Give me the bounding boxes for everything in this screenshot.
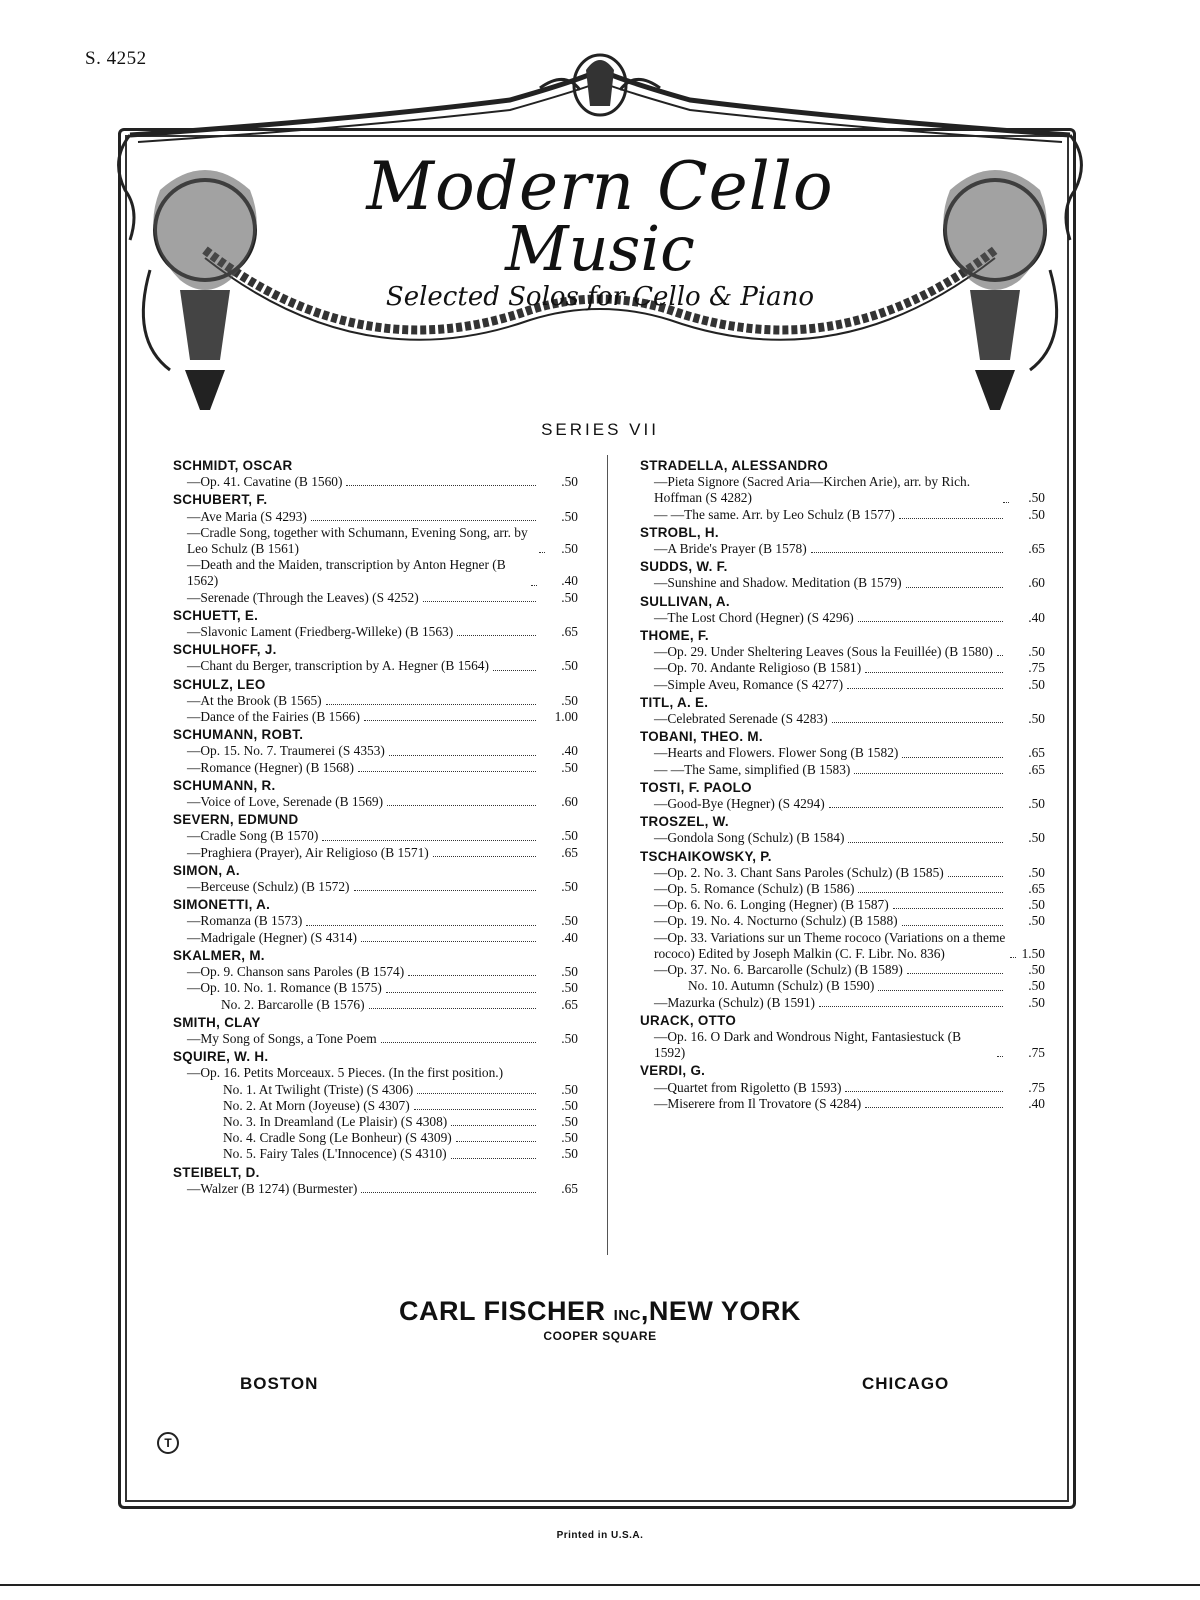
catalog-entry (173, 1181, 578, 1197)
entry-price: .65 (561, 996, 578, 1012)
entry-title: —Op. 16. Petits Morceaux. 5 Pieces. (In the first position.) (187, 1065, 504, 1081)
entry-price: .50 (1028, 978, 1045, 994)
entry-title: No. 2. Barcarolle (B 1576) (221, 996, 365, 1012)
composer-name: STRADELLA, ALESSANDRO (640, 458, 829, 473)
catalog-entry (173, 879, 578, 895)
composer-name: STROBL, H. (640, 524, 719, 540)
dot-leader (451, 1125, 536, 1126)
subtitle: Selected Solos for Cello & Piano (385, 282, 815, 312)
composer-name: SCHULHOFF, J. (173, 642, 277, 658)
entry-title: — —The Same, simplified (B 1583) (654, 761, 851, 777)
catalog-entry (173, 828, 578, 844)
entry-title: —Op. 9. Chanson sans Paroles (B 1574) (187, 964, 405, 980)
composer-name: SULLIVAN, A. (640, 593, 730, 609)
entry-title: No. 5. Fairy Tales (L'Innocence) (S 4310) (223, 1146, 447, 1162)
bottom-edge-line (0, 1584, 1200, 1586)
entry-title: —Pieta Signore (Sacred Aria—Kirchen Arie), arr. by Rich. Hoffman (S 4282) (654, 474, 971, 506)
entry-price: .60 (1028, 575, 1045, 591)
dot-leader (539, 552, 545, 553)
composer-name: SMITH, CLAY (173, 1014, 261, 1030)
entry-price: .50 (561, 692, 578, 708)
catalog-entry (640, 711, 1045, 727)
entry-price: .65 (561, 1180, 578, 1196)
dot-leader (902, 925, 1003, 926)
entry-price: .75 (1028, 1045, 1045, 1061)
entry-price: .50 (561, 964, 578, 980)
catalog-entry (640, 1096, 1045, 1112)
catalog-entry (640, 507, 1045, 523)
catalog-entry (173, 590, 578, 606)
dot-leader (433, 856, 536, 857)
entry-price: .60 (561, 794, 578, 810)
dot-leader (997, 1056, 1003, 1057)
entry-price: .40 (1028, 609, 1045, 625)
dot-leader (311, 520, 536, 521)
entry-price: .50 (1028, 913, 1045, 929)
entry-title: —Death and the Maiden, transcription by Anton Hegner (B 1562) (187, 557, 506, 589)
entry-title: —Serenade (Through the Leaves) (S 4252) (187, 589, 419, 605)
catalog-entry (640, 830, 1045, 846)
entry-price: .65 (1028, 761, 1045, 777)
entry-price: .50 (561, 589, 578, 605)
entry-price: .50 (561, 1146, 578, 1162)
entry-title: —The Lost Chord (Hegner) (S 4296) (654, 609, 854, 625)
catalog-entry (640, 575, 1045, 591)
composer-name: TOSTI, F. PAOLO (640, 779, 752, 795)
dot-leader (457, 635, 536, 636)
entry-title: —Sunshine and Shadow. Meditation (B 1579) (654, 575, 902, 591)
entry-title: —Praghiera (Prayer), Air Religioso (B 1571) (187, 844, 429, 860)
entry-title: —My Song of Songs, a Tone Poem (187, 1030, 377, 1046)
printed-in-note: Printed in U.S.A. (556, 1530, 644, 1541)
entry-title: —Op. 15. No. 7. Traumerei (S 4353) (187, 743, 385, 759)
series-heading: SERIES VII (541, 420, 659, 439)
entry-title: —Quartet from Rigoletto (B 1593) (654, 1079, 842, 1095)
entry-price: .65 (561, 844, 578, 860)
entry-price: .75 (1028, 660, 1045, 676)
entry-price: .40 (561, 929, 578, 945)
dot-leader (865, 672, 1003, 673)
entry-price: .50 (561, 759, 578, 775)
publisher-main: CARL FISCHER (399, 1296, 606, 1326)
dot-leader (845, 1091, 1003, 1092)
publisher-city: ,NEW YORK (640, 1296, 801, 1326)
entry-title: —Op. 5. Romance (Schulz) (B 1586) (654, 881, 855, 897)
catalog-number: S. 4252 (85, 48, 147, 69)
dot-leader (358, 771, 536, 772)
dot-leader (899, 518, 1003, 519)
entry-price: .40 (1028, 1095, 1045, 1111)
entry-price: .50 (1028, 864, 1045, 880)
dot-leader (819, 1006, 1003, 1007)
composer-name: SCHUETT, E. (173, 607, 259, 623)
catalog-entry (173, 1098, 578, 1114)
dot-leader (386, 992, 536, 993)
dot-leader (423, 601, 536, 602)
entry-price: .50 (561, 913, 578, 929)
dot-leader (387, 805, 536, 806)
entry-title: —Op. 37. No. 6. Barcarolle (Schulz) (B 1589) (654, 962, 903, 978)
column-divider (607, 455, 608, 1255)
composer-name: SCHUBERT, F. (173, 492, 268, 508)
entry-title: —Simple Aveu, Romance (S 4277) (654, 676, 844, 692)
entry-price: .50 (1028, 711, 1045, 727)
entry-price: .50 (561, 1081, 578, 1097)
entry-title: No. 2. At Morn (Joyeuse) (S 4307) (223, 1097, 410, 1113)
catalog-entry (173, 794, 578, 810)
catalog-entry (640, 644, 1045, 660)
entry-title: —Slavonic Lament (Friedberg-Willeke) (B 1563) (187, 624, 454, 640)
entry-price: .50 (1028, 506, 1045, 522)
catalog-entry (640, 677, 1045, 693)
entry-price: .50 (1028, 897, 1045, 913)
catalog-entry (173, 525, 578, 557)
entry-price: .65 (1028, 541, 1045, 557)
dot-leader (414, 1109, 536, 1110)
dot-leader (364, 720, 536, 721)
composer-name: SCHULZ, LEO (173, 676, 266, 692)
entry-title: —Op. 33. Variations sur un Theme rococo (Variations on a theme rococo) Edited by Joseph Malkin (C. F. Libr. No. 836) (654, 929, 1006, 961)
catalog-entry (640, 962, 1045, 978)
catalog-entry (173, 1065, 578, 1081)
composer-name: SCHMIDT, OSCAR (173, 458, 293, 473)
composer-name: TOBANI, THEO. M. (640, 729, 763, 745)
entry-title: —Good-Bye (Hegner) (S 4294) (654, 796, 825, 812)
catalog-entry (173, 1082, 578, 1098)
entry-price: .50 (561, 1113, 578, 1129)
entry-title: —Walzer (B 1274) (Burmester) (187, 1180, 358, 1196)
entry-price: .50 (1028, 644, 1045, 660)
catalog-entry (173, 845, 578, 861)
dot-leader (865, 1107, 1003, 1108)
catalog-entry (640, 745, 1045, 761)
publisher-name (0, 1296, 1200, 1327)
composer-name: SCHUMANN, R. (173, 777, 276, 793)
entry-title: —A Bride's Prayer (B 1578) (654, 541, 807, 557)
catalog-entry (640, 541, 1045, 557)
entry-title: —Op. 16. O Dark and Wondrous Night, Fantasiestuck (B 1592) (654, 1028, 961, 1061)
dot-leader (1003, 502, 1009, 503)
composer-name: STEIBELT, D. (173, 1164, 260, 1180)
entry-price: .50 (561, 1030, 578, 1046)
entry-title: —Dance of the Fairies (B 1566) (187, 709, 360, 725)
catalog-entry (640, 796, 1045, 812)
dot-leader (417, 1093, 536, 1094)
dot-leader (1010, 957, 1016, 958)
entry-price: .50 (1028, 490, 1045, 506)
catalog-entry (640, 978, 1045, 994)
entry-title: —Voice of Love, Serenade (B 1569) (187, 794, 384, 810)
dot-leader (408, 975, 536, 976)
catalog-entry (173, 1114, 578, 1130)
entry-price: .65 (561, 624, 578, 640)
entry-title: —Cradle Song (B 1570) (187, 828, 319, 844)
entry-price: .50 (561, 508, 578, 524)
dot-leader (832, 722, 1003, 723)
entry-price: .50 (561, 828, 578, 844)
entry-title: —Hearts and Flowers. Flower Song (B 1582) (654, 745, 899, 761)
catalog-entry (173, 1130, 578, 1146)
entry-price: .65 (1028, 745, 1045, 761)
entry-title: —Ave Maria (S 4293) (187, 508, 307, 524)
composer-name: SCHUMANN, ROBT. (173, 727, 304, 743)
dot-leader (306, 925, 536, 926)
catalog-entry (173, 997, 578, 1013)
dot-leader (531, 585, 537, 586)
dot-leader (326, 704, 536, 705)
entry-title: —Celebrated Serenade (S 4283) (654, 711, 828, 727)
entry-title: —Romance (Hegner) (B 1568) (187, 759, 354, 775)
entry-title: —Op. 6. No. 6. Longing (Hegner) (B 1587) (654, 897, 889, 913)
catalog-entry (173, 1146, 578, 1162)
dot-leader (847, 688, 1003, 689)
entry-price: .50 (1028, 830, 1045, 846)
dot-leader (456, 1141, 536, 1142)
dot-leader (829, 807, 1003, 808)
catalog-entry (640, 762, 1045, 778)
title-line-1: Modern Cello (366, 148, 834, 225)
entry-title: —Op. 70. Andante Religioso (B 1581) (654, 660, 862, 676)
catalog-entry (640, 913, 1045, 929)
entry-price: .50 (561, 980, 578, 996)
entry-title: — —The same. Arr. by Leo Schulz (B 1577) (654, 506, 895, 522)
catalog-entry (640, 1029, 1045, 1061)
entry-price: .50 (561, 658, 578, 674)
entry-price: .50 (1028, 676, 1045, 692)
catalog-entry (640, 930, 1045, 962)
dot-leader (858, 621, 1003, 622)
entry-title: —Romanza (B 1573) (187, 913, 303, 929)
entry-price: .75 (1028, 1079, 1045, 1095)
entry-title: —Op. 29. Under Sheltering Leaves (Sous la Feuillée) (B 1580) (654, 644, 993, 660)
entry-title: —At the Brook (B 1565) (187, 692, 322, 708)
entry-title: —Op. 41. Cavatine (B 1560) (187, 474, 343, 490)
dot-leader (389, 755, 536, 756)
dot-leader (997, 655, 1003, 656)
dot-leader (811, 552, 1003, 553)
dot-leader (906, 587, 1003, 588)
catalog-entry (173, 624, 578, 640)
dot-leader (902, 757, 1003, 758)
entry-title: —Miserere from Il Trovatore (S 4284) (654, 1095, 862, 1111)
catalog-entry (173, 509, 578, 525)
catalog-entry (173, 980, 578, 996)
catalog-entry (640, 897, 1045, 913)
entry-price: .50 (561, 879, 578, 895)
catalog-entry (173, 743, 578, 759)
dot-leader (346, 485, 536, 486)
dot-leader (848, 842, 1003, 843)
catalog-entry (173, 709, 578, 725)
catalog-entry (173, 760, 578, 776)
entry-price: .65 (1028, 881, 1045, 897)
dot-leader (878, 990, 1003, 991)
catalog-entry (640, 865, 1045, 881)
catalog-entry (173, 474, 578, 490)
dot-leader (858, 892, 1003, 893)
entry-title: No. 3. In Dreamland (Le Plaisir) (S 4308) (223, 1113, 448, 1129)
dot-leader (893, 908, 1003, 909)
entry-price: .50 (561, 1097, 578, 1113)
catalog-entry (173, 930, 578, 946)
dot-leader (948, 876, 1003, 877)
composer-name: SEVERN, EDMUND (173, 812, 299, 828)
dot-leader (369, 1008, 536, 1009)
catalog-entry (173, 557, 578, 589)
composer-name: SKALMER, M. (173, 947, 265, 963)
dot-leader (907, 973, 1003, 974)
entry-price: .50 (561, 541, 578, 557)
entry-price: .50 (561, 474, 578, 490)
catalog-entry (640, 474, 1045, 506)
entry-price: .50 (1028, 796, 1045, 812)
catalog-entry (640, 995, 1045, 1011)
catalog-entry (173, 1031, 578, 1047)
catalog-right-column (640, 456, 1045, 1112)
composer-name: SIMON, A. (173, 862, 240, 878)
entry-title: —Berceuse (Schulz) (B 1572) (187, 879, 350, 895)
catalog-left-column (173, 456, 578, 1197)
dot-leader (361, 941, 536, 942)
publisher-suffix: INC (613, 1307, 641, 1324)
dot-leader (854, 773, 1003, 774)
publisher-address: COOPER SQUARE (543, 1329, 657, 1343)
entry-price: .50 (1028, 994, 1045, 1010)
catalog-entry (173, 658, 578, 674)
entry-price: 1.50 (1021, 945, 1045, 961)
catalog-entry (640, 660, 1045, 676)
dot-leader (493, 670, 536, 671)
catalog-entry (173, 693, 578, 709)
entry-price: .50 (561, 1130, 578, 1146)
entry-title: No. 1. At Twilight (Triste) (S 4306) (223, 1081, 414, 1097)
composer-name: VERDI, G. (640, 1063, 706, 1079)
dot-leader (361, 1192, 536, 1193)
city-chicago: CHICAGO (862, 1374, 950, 1393)
catalog-entry (173, 964, 578, 980)
composer-name: TSCHAIKOWSKY, P. (640, 848, 772, 864)
entry-title: —Op. 19. No. 4. Nocturno (Schulz) (B 1588) (654, 913, 898, 929)
entry-title: —Gondola Song (Schulz) (B 1584) (654, 830, 845, 846)
entry-title: —Op. 10. No. 1. Romance (B 1575) (187, 980, 382, 996)
composer-name: THOME, F. (640, 628, 709, 644)
entry-price: .40 (561, 743, 578, 759)
composer-name: TITL, A. E. (640, 694, 709, 710)
entry-title: No. 4. Cradle Song (Le Bonheur) (S 4309) (223, 1130, 452, 1146)
dot-leader (451, 1158, 536, 1159)
city-boston: BOSTON (240, 1374, 319, 1393)
entry-title: —Mazurka (Schulz) (B 1591) (654, 994, 816, 1010)
catalog-entry (173, 913, 578, 929)
dot-leader (322, 840, 536, 841)
title-line-2: Music (505, 212, 695, 285)
dot-leader (354, 890, 537, 891)
composer-name: URACK, OTTO (640, 1012, 737, 1028)
composer-name: SUDDS, W. F. (640, 559, 728, 575)
composer-name: SQUIRE, W. H. (173, 1049, 269, 1065)
entry-title: —Op. 2. No. 3. Chant Sans Paroles (Schulz) (B 1585) (654, 864, 944, 880)
catalog-entry (640, 881, 1045, 897)
trademark-circle-icon: T (157, 1432, 179, 1454)
entry-price: .50 (1028, 962, 1045, 978)
composer-name: SIMONETTI, A. (173, 897, 271, 913)
entry-title: —Cradle Song, together with Schumann, Evening Song, arr. by Leo Schulz (B 1561) (187, 524, 528, 557)
composer-name: TROSZEL, W. (640, 814, 729, 830)
catalog-entry (640, 610, 1045, 626)
catalog-entry (640, 1080, 1045, 1096)
entry-price: 1.00 (554, 709, 578, 725)
entry-title: No. 10. Autumn (Schulz) (B 1590) (688, 978, 875, 994)
dot-leader (381, 1042, 536, 1043)
entry-title: —Madrigale (Hegner) (S 4314) (187, 929, 357, 945)
entry-title: —Chant du Berger, transcription by A. Hegner (B 1564) (187, 658, 489, 674)
entry-price: .40 (561, 573, 578, 589)
